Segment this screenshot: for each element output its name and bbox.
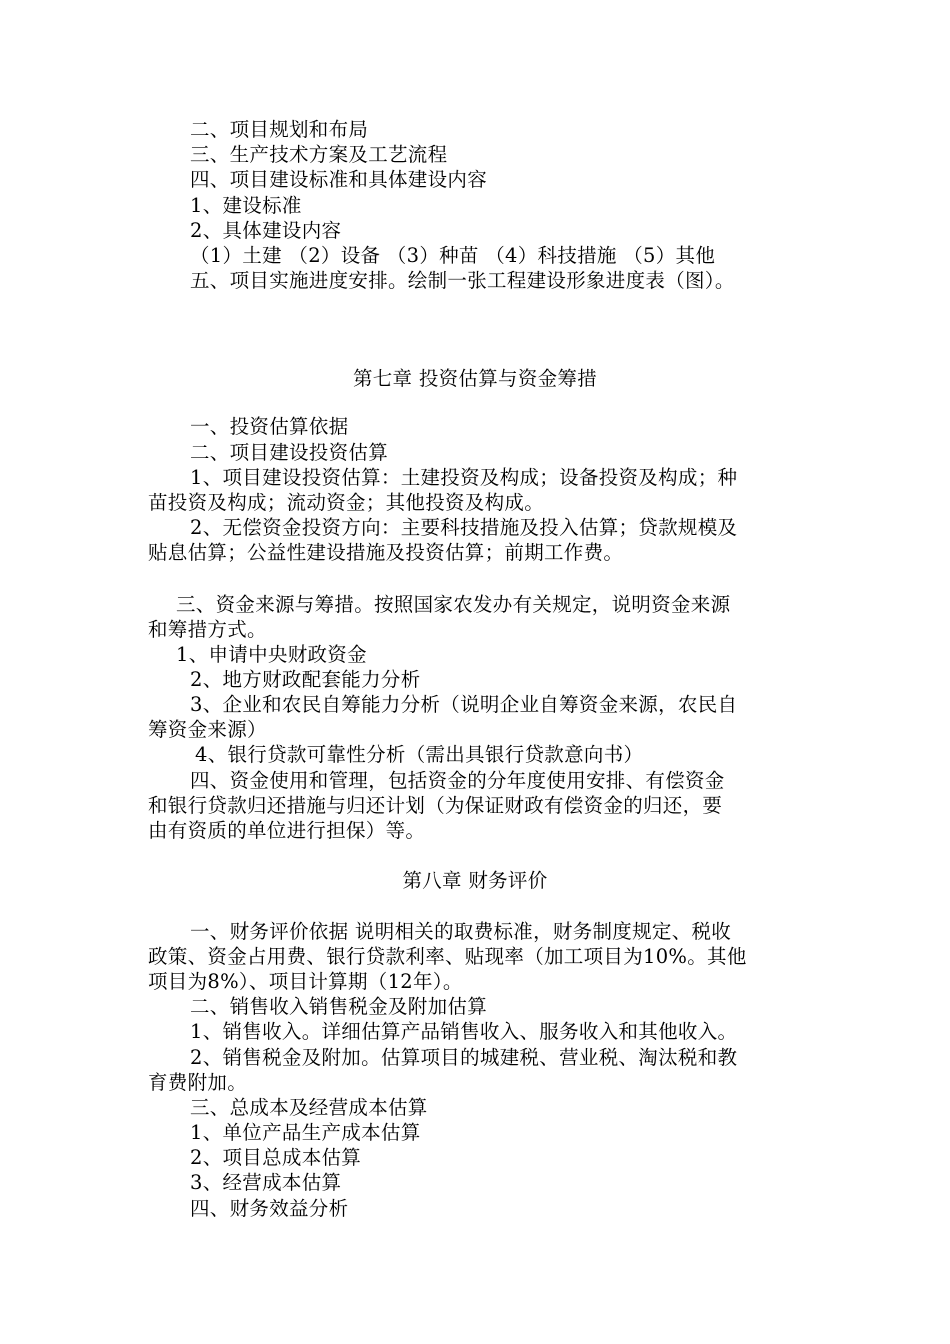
construction-items-list: （1）土建 （2）设备 （3）种苗 （4）科技措施 （5）其他	[190, 244, 716, 267]
section-heading: 四、项目建设标准和具体建设内容	[190, 168, 488, 191]
paragraph-line: 3、企业和农民自筹能力分析（说明企业自筹资金来源，农民自	[190, 693, 738, 716]
subsection-item: 1、建设标准	[190, 194, 302, 217]
paragraph-line: 和银行贷款归还措施与归还计划（为保证财政有偿资金的归还，要	[148, 794, 723, 817]
subsection-item: 2、项目总成本估算	[190, 1146, 362, 1169]
subsection-item: 3、经营成本估算	[190, 1171, 342, 1194]
paragraph-line: 和筹措方式。	[148, 618, 267, 641]
subsection-item: 1、单位产品生产成本估算	[190, 1121, 421, 1144]
paragraph-line: 四、资金使用和管理，包括资金的分年度使用安排、有偿资金	[190, 769, 725, 792]
paragraph-line: 政策、资金占用费、银行贷款利率、贴现率（加工项目为10%。其他	[148, 945, 747, 968]
section-heading: 一、投资估算依据	[190, 415, 349, 438]
subsection-item: 2、具体建设内容	[190, 219, 342, 242]
section-heading: 三、总成本及经营成本估算	[190, 1096, 428, 1119]
paragraph-line: 贴息估算；公益性建设措施及投资估算；前期工作费。	[148, 541, 624, 564]
section-heading: 四、财务效益分析	[190, 1197, 349, 1220]
paragraph-line: 三、资金来源与筹措。按照国家农发办有关规定，说明资金来源	[176, 593, 731, 616]
chapter-title: 第八章 财务评价	[402, 869, 548, 892]
paragraph-line: 1、销售收入。详细估算产品销售收入、服务收入和其他收入。	[190, 1020, 738, 1043]
paragraph-line: 育费附加。	[148, 1071, 248, 1094]
subsection-item: 2、地方财政配套能力分析	[190, 668, 421, 691]
paragraph-line: 由有资质的单位进行担保）等。	[148, 819, 426, 842]
subsection-item: 1、申请中央财政资金	[176, 643, 367, 666]
section-heading: 三、生产技术方案及工艺流程	[190, 143, 448, 166]
paragraph-line: 项目为8%）、项目计算期（12年）。	[148, 970, 463, 993]
paragraph-line: 一、财务评价依据 说明相关的取费标准，财务制度规定、税收	[190, 920, 732, 943]
chapter-title: 第七章 投资估算与资金筹措	[352, 367, 598, 390]
subsection-item: 4、银行贷款可靠性分析（需出具银行贷款意向书）	[195, 743, 644, 766]
section-heading: 二、项目规划和布局	[190, 118, 369, 141]
section-heading: 二、项目建设投资估算	[190, 441, 389, 464]
paragraph-line: 2、无偿资金投资方向：主要科技措施及投入估算；贷款规模及	[190, 516, 738, 539]
paragraph-line: 1、项目建设投资估算：土建投资及构成；设备投资及构成；种	[190, 466, 738, 489]
section-heading: 五、项目实施进度安排。绘制一张工程建设形象进度表（图）。	[190, 269, 735, 292]
section-heading: 二、销售收入销售税金及附加估算	[190, 995, 488, 1018]
paragraph-line: 2、销售税金及附加。估算项目的城建税、营业税、淘汰税和教	[190, 1046, 738, 1069]
paragraph-line: 苗投资及构成；流动资金；其他投资及构成。	[148, 491, 545, 514]
paragraph-line: 筹资金来源）	[148, 718, 267, 741]
